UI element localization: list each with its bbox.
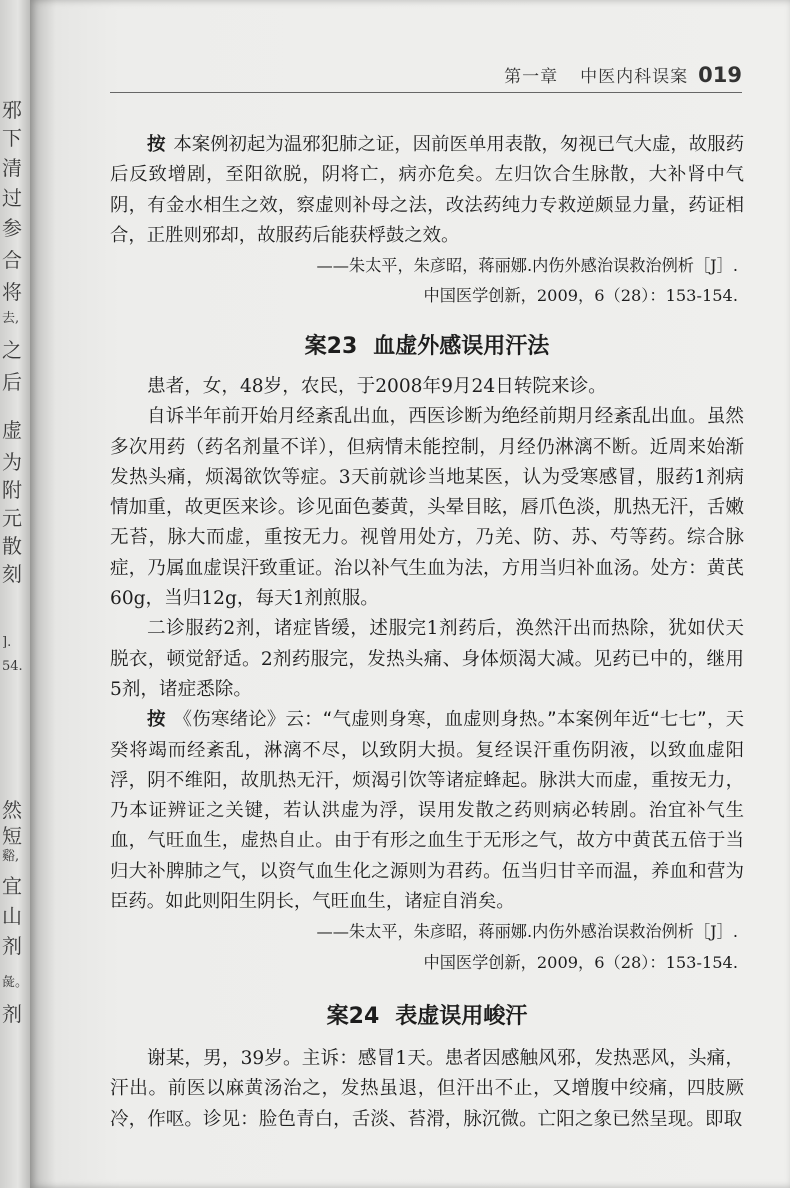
edge-char: 剂: [2, 1002, 22, 1026]
running-header: [504, 62, 742, 87]
citation-line-1: ——朱太平，朱彦昭，蒋丽娜.内伤外感治误救治例析［J］.: [316, 256, 738, 276]
commentary-mark: 按: [147, 134, 166, 155]
edge-char: 宜: [2, 874, 22, 898]
header-rule: [110, 92, 742, 93]
citation-line-2: 中国医学创新，2009，6（28）：153-154.: [423, 286, 738, 306]
case-number: 案23: [304, 334, 358, 359]
case-paragraph: 自诉半年前开始月经紊乱出血，西医诊断为绝经前期月经紊乱出血。虽然多次用药（药名剂量不详），但病情未能控制，月经仍淋漓不断。近周来始渐发热头痛，烦渴欲饮等症。3天前就诊当地某医，认为受寒感冒，服药1剂病情加重，故更医来诊。诊见面色萎黄，头晕目眩，唇爪色淡，肌热无汗，舌嫩无苔，脉大而虚，重按无力。视曾用处方，乃羌、防、苏、芍等药。综合脉症，乃属血虚误汗致重证。治以补气生血为法，方用当归补血汤。处方：黄芪60g，当归12g，每天1剂煎服。: [110, 406, 744, 610]
citation-line-2: 中国医学创新，2009，6（28）：153-154.: [423, 952, 738, 972]
case-24-heading: [110, 1000, 744, 1034]
commentary-paragraph: [110, 705, 744, 917]
case-23-body: [110, 372, 744, 978]
case-23-heading: [110, 330, 744, 364]
chapter-title: 中医内科误案: [580, 67, 689, 87]
citation-line-1: ——朱太平，朱彦昭，蒋丽娜.内伤外感治误救治例析［J］.: [316, 922, 738, 942]
edge-char: 元: [2, 506, 22, 530]
edge-char: 下: [2, 126, 22, 150]
commentary-text: 《伤寒绪论》云：“气虚则身寒，血虚则身热。”本案例年近“七七”，天癸将竭而经紊乱，淋漓不尽，以致阴大损。复经误汗重伤阴液，以致血虚阳浮，阴不维阳，故肌热无汗，烦渴引饮等诸症蜂起。脉洪大而虚，重按无力，乃本证辨证之关键，若认洪虚为浮，误用发散之药则病必转剧。治宜补气生血，气旺血生，虚热自止。由于有形之血生于无形之气，故方中黄芪五倍于当归大补脾肺之气，以资气血生化之源则为君药。伍当归甘辛而温，养血和营为臣药。如此则阳生阴长，气旺血生，诸症自消矣。: [110, 709, 744, 913]
edge-char: 刻: [2, 562, 22, 586]
edge-char: 去,: [2, 311, 20, 326]
edge-char: 然: [2, 798, 22, 822]
edge-char: 邪: [2, 98, 22, 122]
edge-char: 将: [2, 280, 22, 304]
page-number: 019: [698, 63, 742, 87]
commentary-block-1: [110, 130, 744, 312]
commentary-paragraph: [110, 130, 744, 251]
case-paragraph: 二诊服药2剂，诸症皆缓，述服完1剂药后，涣然汗出而热除，犹如伏天脱衣，顿觉舒适。2剂药服完，发热头痛、身体烦渴大减。见药已中的，继用5剂，诸症悉除。: [110, 618, 744, 700]
edge-char: 剂: [2, 934, 22, 958]
chapter-label: 第一章: [504, 67, 559, 87]
edge-char: 彘。: [2, 975, 29, 990]
edge-char: 散: [2, 534, 22, 558]
edge-char: 参: [2, 216, 22, 240]
case-number: 案24: [326, 1004, 380, 1029]
edge-char: 附: [2, 478, 22, 502]
case-title: 表虚误用峻汗: [395, 1004, 528, 1029]
book-page: [30, 0, 790, 1188]
edge-char: 为: [2, 450, 22, 474]
edge-char: 54.: [2, 659, 23, 674]
edge-char: 之: [2, 338, 22, 362]
edge-char: 后: [2, 370, 22, 394]
edge-char: 过: [2, 186, 22, 210]
edge-char: 合: [2, 248, 22, 272]
case-paragraph: 谢某，男，39岁。主诉：感冒1天。患者因感触风邪，发热恶风，头痛，汗出。前医以麻黄汤治之，发热虽退，但汗出不止，又增腹中绞痛，四肢厥冷，作呕。诊见：脸色青白，舌淡、苔滑，脉沉微。亡阳之象已然呈现。即取: [110, 1048, 744, 1130]
case-24-body: [110, 1044, 744, 1135]
adjacent-page-edge: [0, 0, 30, 1188]
edge-char: 山: [2, 904, 22, 928]
edge-char: 虚: [2, 418, 22, 442]
edge-char: 短: [2, 824, 22, 848]
case-title: 血虚外感误用汗法: [373, 334, 550, 359]
edge-char: ].: [2, 635, 12, 650]
case-paragraph: 患者，女，48岁，农民，于2008年9月24日转院来诊。: [147, 376, 607, 397]
edge-char: 谿,: [2, 849, 20, 864]
commentary-mark: 按: [147, 709, 166, 731]
edge-char: 清: [2, 156, 22, 180]
commentary-text: 本案例初起为温邪犯肺之证，因前医单用表散，匆视已气大虚，故服药后反致增剧，至阳欲脱，阴将亡，病亦危矣。左归饮合生脉散，大补肾中气阴，有金水相生之效，察虚则补母之法，改法药纯力专救逆颇显力量，药证相合，正胜则邪却，故服药后能获桴鼓之效。: [110, 134, 744, 246]
